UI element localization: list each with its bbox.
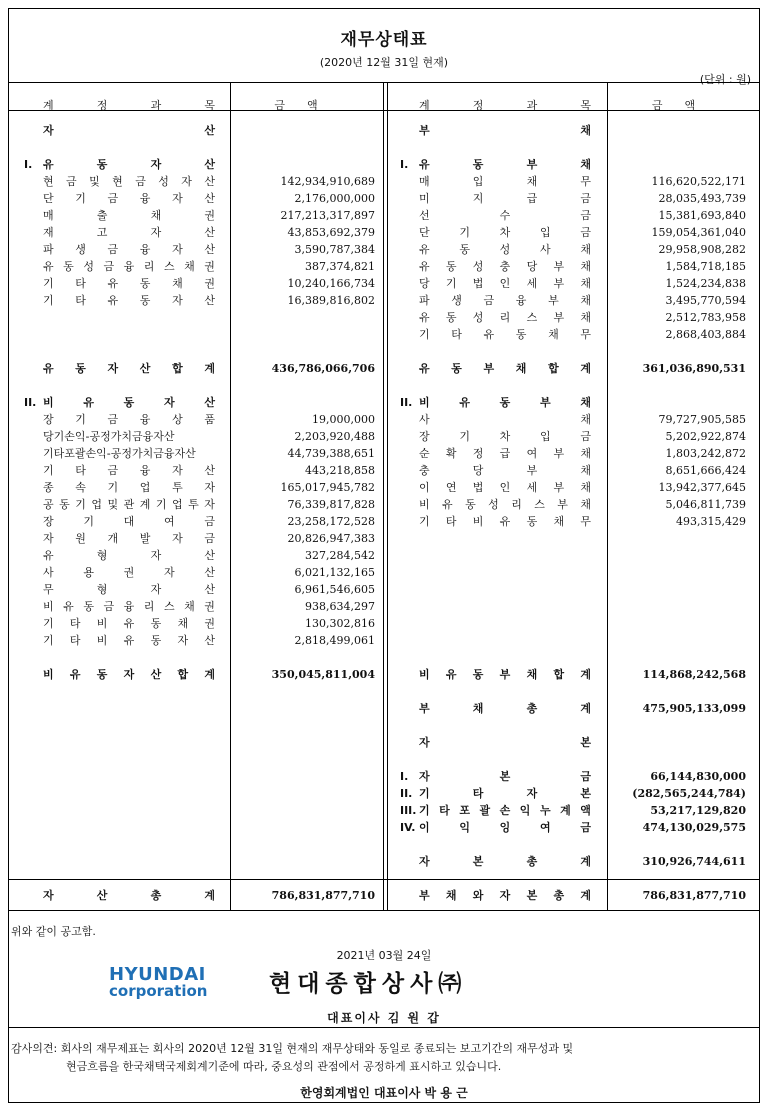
left-amount-header: 금액 [274,99,340,112]
liab-row-account-label: 기 타 유 동 채 무 [419,328,591,341]
asset-row-amount: 436,786,066,706 [271,362,375,375]
liab-row-account-label: 선 수 금 [419,209,591,222]
asset-row-roman-numeral: II. [24,396,37,409]
unit-label: (단위 : 원) [699,73,751,86]
liab-row-account-label: 사 채 [419,413,591,426]
asset-row-amount: 6,021,132,165 [294,566,375,579]
asset-row-amount: 6,961,546,605 [294,583,375,596]
liab-row-account-label: 유 동 성 충 당 부 채 [419,260,591,273]
liab-row-account-label: 기 타 포 괄 손 익 누 계 액 [419,804,591,817]
liab-row-amount: 2,868,403,884 [665,328,746,341]
asset-row-amount: 3,590,787,384 [294,243,375,256]
liab-row-amount: 114,868,242,568 [642,668,746,681]
liab-row-amount: 13,942,377,645 [658,481,746,494]
totals-bottom-rule [9,910,759,911]
liab-row-account-label: 이 연 법 인 세 부 채 [419,481,591,494]
asset-row-account-label: 유 형 자 산 [43,549,215,562]
liab-row-amount: 116,620,522,171 [651,175,746,188]
liab-row-account-label: 충 당 부 채 [419,464,591,477]
asset-row-amount: 130,302,816 [305,617,375,630]
liab-row-amount: 310,926,744,611 [642,855,746,868]
audit-opinion-line-2: 현금흐름을 한국채택국제회계기준에 따라, 중요성의 관점에서 공정하게 표시하고 있습니다. [66,1060,502,1073]
asset-row-amount: 165,017,945,782 [280,481,375,494]
liab-row-account-label: 미 지 급 금 [419,192,591,205]
liab-row-amount: 15,381,693,840 [658,209,746,222]
asset-row-account-label: 유 동 성 금 융 리 스 채 권 [43,260,215,273]
asset-row-account-label: 단 기 금 융 자 산 [43,192,215,205]
liab-row-amount: 53,217,129,820 [650,804,746,817]
liab-row-roman-numeral: II. [400,787,413,800]
asset-row-roman-numeral: I. [24,158,33,171]
liab-row-amount: 5,046,811,739 [665,498,746,511]
asset-row-amount: 2,203,920,488 [294,430,375,443]
opinion-rule [9,1027,759,1028]
asset-row-account-label: 기 타 금 융 자 산 [43,464,215,477]
liab-row-amount: 5,202,922,874 [665,430,746,443]
asset-row-account-label: 기 타 비 유 동 채 권 [43,617,215,630]
logo-line-1: HYUNDAI [109,964,206,985]
asset-row-amount: 387,374,821 [305,260,375,273]
liab-row-account-label: 당 기 법 인 세 부 채 [419,277,591,290]
liab-row-roman-numeral: I. [400,158,409,171]
asset-row-amount: 20,826,947,383 [287,532,375,545]
liab-row-account-label: 자 본 금 [419,770,591,783]
liab-row-account-label: 매 입 채 무 [419,175,591,188]
statement-title: 재무상태표 [340,30,428,50]
left-account-header: 계 정 과 목 [43,99,215,112]
asset-row-amount: 19,000,000 [312,413,375,426]
liab-row-account-label: 유 동 성 사 채 [419,243,591,256]
asset-row-account-label: 유 동 자 산 합 계 [43,362,215,375]
liab-row-account-label: 비 유 동 부 채 [419,396,591,409]
header-top-rule [9,82,759,83]
liab-row-account-label: 유 동 부 채 합 계 [419,362,591,375]
as-of-date: (2020년 12월 31일 현재) [319,56,449,69]
hyundai-corporation-logo [109,964,219,1000]
asset-row-account-label: 공 동 기 업 및 관 계 기 업 투 자 [43,498,215,511]
statement-frame [8,8,760,1103]
asset-row-account-label: 자 원 개 발 자 금 [43,532,215,545]
liab-row-roman-numeral: III. [400,804,417,817]
auditor-name: 한영회계법인 대표이사 박 용 근 [300,1086,468,1100]
asset-row-account-label: 현 금 및 현 금 성 자 산 [43,175,215,188]
liab-row-amount: (282,565,244,784) [632,787,746,800]
asset-row-amount: 23,258,172,528 [287,515,375,528]
company-name: 현대종합상사㈜ [269,970,468,997]
liab-row-roman-numeral: II. [400,396,413,409]
asset-row-account-label: 장 기 금 융 상 품 [43,413,215,426]
asset-row-amount: 350,045,811,004 [271,668,375,681]
asset-row-account-label: 장 기 대 여 금 [43,515,215,528]
total-assets-label: 자 산 총 계 [43,889,215,902]
asset-row-amount: 10,240,166,734 [287,277,375,290]
liab-row-amount: 8,651,666,424 [665,464,746,477]
asset-row-amount: 327,284,542 [305,549,375,562]
asset-row-account-label: 기 타 유 동 자 산 [43,294,215,307]
totals-top-rule [9,879,759,880]
liab-row-amount: 1,803,242,872 [665,447,746,460]
total-liab-equity-amount: 786,831,877,710 [642,889,746,902]
liab-row-account-label: 부 채 [419,124,591,137]
liab-row-account-label: 비 유 동 성 리 스 부 채 [419,498,591,511]
liab-row-account-label: 유 동 성 리 스 부 채 [419,311,591,324]
notice-date: 2021년 03월 24일 [336,949,432,962]
liab-row-amount: 66,144,830,000 [650,770,746,783]
notice-text: 위와 같이 공고함. [11,925,96,938]
liab-row-account-label: 부 채 총 계 [419,702,591,715]
asset-row-account-label: 종 속 기 업 투 자 [43,481,215,494]
liab-row-account-label: 장 기 차 입 금 [419,430,591,443]
liab-row-account-label: 자 본 [419,736,591,749]
liab-row-amount: 1,584,718,185 [665,260,746,273]
col-rule-2 [383,82,384,910]
liab-row-account-label: 기 타 비 유 동 채 무 [419,515,591,528]
asset-row-account-label: 파 생 금 융 자 산 [43,243,215,256]
asset-row-account-label: 매 출 채 권 [43,209,215,222]
asset-row-account-label: 기타포괄손익-공정가치금융자산 [43,447,196,460]
asset-row-account-label: 재 고 자 산 [43,226,215,239]
asset-row-account-label: 자 산 [43,124,215,137]
ceo-name: 대표이사 김 원 갑 [327,1011,441,1025]
col-rule-2b [387,82,388,910]
liab-row-roman-numeral: I. [400,770,409,783]
asset-row-amount: 938,634,297 [305,600,375,613]
asset-row-amount: 217,213,317,897 [280,209,375,222]
asset-row-account-label: 사 용 권 자 산 [43,566,215,579]
liab-row-amount: 361,036,890,531 [642,362,746,375]
asset-row-amount: 44,739,388,651 [287,447,375,460]
asset-row-amount: 76,339,817,828 [287,498,375,511]
liab-row-account-label: 자 본 총 계 [419,855,591,868]
liab-row-account-label: 유 동 부 채 [419,158,591,171]
audit-opinion [11,1040,741,1076]
asset-row-amount: 142,934,910,689 [280,175,375,188]
liab-row-amount: 2,512,783,958 [665,311,746,324]
asset-row-amount: 43,853,692,379 [287,226,375,239]
asset-row-amount: 443,218,858 [305,464,375,477]
audit-opinion-line-1: 감사의견: 회사의 재무제표는 회사의 2020년 12월 31일 현재의 재무상태와 동일로 종료되는 보고기간의 재무성과 및 [11,1042,574,1055]
asset-row-account-label: 무 형 자 산 [43,583,215,596]
liab-row-roman-numeral: IV. [400,821,416,834]
right-amount-header: 금액 [651,99,718,112]
total-liab-equity-label: 부 채 와 자 본 총 계 [419,889,591,902]
liab-row-amount: 29,958,908,282 [658,243,746,256]
liab-row-amount: 28,035,493,739 [658,192,746,205]
asset-row-account-label: 유 동 자 산 [43,158,215,171]
logo-line-2: corporation [109,982,208,1000]
asset-row-account-label: 기 타 유 동 채 권 [43,277,215,290]
liab-row-amount: 1,524,234,838 [665,277,746,290]
liab-row-account-label: 단 기 차 입 금 [419,226,591,239]
liab-row-amount: 3,495,770,594 [665,294,746,307]
liab-row-account-label: 순 확 정 급 여 부 채 [419,447,591,460]
asset-row-account-label: 기 타 비 유 동 자 산 [43,634,215,647]
liab-row-amount: 474,130,029,575 [642,821,746,834]
liab-row-account-label: 이 익 잉 여 금 [419,821,591,834]
liab-row-amount: 493,315,429 [676,515,746,528]
asset-row-amount: 2,176,000,000 [294,192,375,205]
right-account-header: 계 정 과 목 [419,99,591,112]
asset-row-amount: 2,818,499,061 [294,634,375,647]
liab-row-account-label: 비 유 동 부 채 합 계 [419,668,591,681]
asset-row-account-label: 비 유 동 금 융 리 스 채 권 [43,600,215,613]
liab-row-account-label: 파 생 금 융 부 채 [419,294,591,307]
liab-row-amount: 159,054,361,040 [651,226,746,239]
asset-row-account-label: 비 유 동 자 산 [43,396,215,409]
liab-row-amount: 475,905,133,099 [642,702,746,715]
liab-row-account-label: 기 타 자 본 [419,787,591,800]
total-assets-amount: 786,831,877,710 [271,889,375,902]
asset-row-account-label: 비 유 동 자 산 합 계 [43,668,215,681]
liab-row-amount: 79,727,905,585 [658,413,746,426]
asset-row-amount: 16,389,816,802 [287,294,375,307]
asset-row-account-label: 당기손익-공정가치금융자산 [43,430,175,443]
